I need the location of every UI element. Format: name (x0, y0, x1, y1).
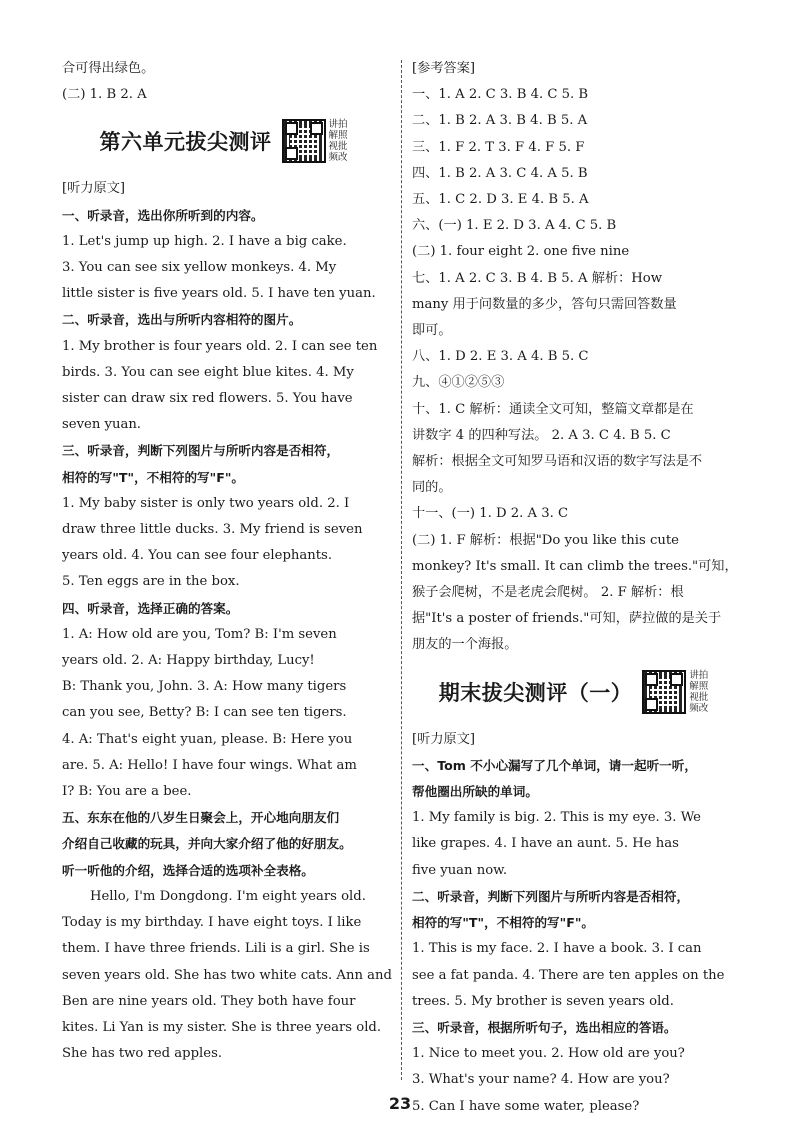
answer-key (412, 82, 742, 658)
text-line: 四、1. B 2. A 3. C 4. A 5. B (412, 165, 588, 181)
text-line: many 用于问数量的多少，答句只需回答数量 (412, 296, 677, 312)
text-line: B: Thank you, John. 3. A: How many tigers (62, 679, 347, 695)
text-line: Hello, I'm Dongdong. I'm eight years old. (90, 888, 366, 904)
text-line: 即可。 (412, 323, 452, 339)
qr-caption: 讲拍 解照 视批 频改 (689, 669, 709, 714)
question-heading: 三、听录音，判断下列图片与所听内容是否相符， (62, 443, 340, 459)
text-line: see a fat panda. 4. There are ten apples on the (412, 967, 725, 983)
text-line: 1. Nice to meet you. 2. How old are you? (412, 1046, 685, 1062)
text-line: monkey? It's small. It can climb the trees."可知， (412, 558, 738, 574)
text-line: Today is my birthday. I have eight toys. I like (62, 915, 362, 931)
section-title: 第六单元拔尖测评 (99, 130, 272, 155)
question-heading: 四、听录音，选择正确的答案。 (62, 600, 239, 616)
text-line: 4. A: That's eight yuan, please. B: Here you (62, 731, 353, 747)
text-line: 七、1. A 2. C 3. B 4. B 5. A 解析：How (412, 270, 663, 286)
text-line: are. 5. A: Hello! I have four wings. What am (62, 757, 357, 773)
question-heading: 五、东东在他的八岁生日聚会上，开心地向朋友们 (62, 810, 340, 826)
text-line: I? B: You are a bee. (62, 784, 192, 800)
text-line: 二、1. B 2. A 3. B 4. B 5. A (412, 113, 588, 129)
text-line: draw three little ducks. 3. My friend is seven (62, 522, 363, 538)
question-heading: 一、Tom 不小心漏写了几个单词，请一起听一听， (412, 757, 697, 773)
text-line: 同的。 (412, 480, 452, 496)
question-heading: 二、听录音，选出与所听内容相符的图片。 (62, 312, 302, 328)
question-heading: 介绍自己收藏的玩具，并向大家介绍了他的好朋友。 (62, 836, 352, 852)
text-line: trees. 5. My brother is seven years old. (412, 993, 674, 1009)
text-line: seven years old. She has two white cats. Ann and (62, 967, 392, 983)
text-line: (二) 1. F 解析：根据"Do you like this cute (412, 532, 679, 548)
text-line: 1. My family is big. 2. This is my eye. 3. We (412, 810, 701, 826)
text-line: 讲数字 4 的四种写法。 2. A 3. C 4. B 5. C (412, 427, 671, 443)
qr-code-icon (642, 670, 686, 714)
section-title: 期末拔尖测评（一） (438, 680, 633, 705)
text-line: seven yuan. (62, 417, 142, 433)
text-line: 1. A: How old are you, Tom? B: I'm seven (62, 626, 337, 642)
question-heading: 二、听录音，判断下列图片与所听内容是否相符， (412, 888, 690, 904)
text-line: 朋友的一个海报。 (412, 637, 518, 653)
text-line: birds. 3. You can see eight blue kites. 4. My (62, 364, 354, 380)
text-line: years old. 2. A: Happy birthday, Lucy! (62, 653, 315, 669)
text-line: 解析：根据全文可知罗马语和汉语的数字写法是不 (412, 454, 703, 470)
section-heading (62, 112, 392, 170)
question-heading: 相符的写"T"，不相符的写"F"。 (62, 469, 244, 485)
question-heading: 相符的写"T"，不相符的写"F"。 (412, 915, 594, 931)
text-line: can you see, Betty? B: I can see ten tigers. (62, 705, 347, 721)
listening-transcript (62, 203, 392, 1068)
right-column (412, 56, 742, 1120)
text-line: 合可得出绿色。 (62, 61, 155, 76)
text-line: 3. You can see six yellow monkeys. 4. My (62, 260, 337, 276)
text-line: 据"It's a poster of friends."可知，萨拉做的是关于 (412, 611, 722, 627)
qr-code (642, 670, 715, 714)
text-line: Ben are nine years old. They both have four (62, 993, 356, 1009)
text-line: She has two red apples. (62, 1046, 223, 1062)
text-line: them. I have three friends. Lili is a girl. She is (62, 941, 370, 957)
qr-code (282, 119, 355, 163)
page-number: 23 (388, 1094, 412, 1113)
text-line: 九、④①②⑤③ (412, 375, 505, 391)
text-line: 1. This is my face. 2. I have a book. 3. I can (412, 941, 702, 957)
text-line: 十、1. C 解析：通读全文可知，整篇文章都是在 (412, 401, 694, 417)
section-header: [听力原文] (62, 181, 126, 197)
text-line: 五、1. C 2. D 3. E 4. B 5. A (412, 192, 589, 208)
listening-transcript (412, 753, 742, 1120)
qr-caption: 讲拍 解照 视批 频改 (328, 119, 348, 164)
text-line: (二) 1. B 2. A (62, 87, 147, 103)
text-line: 三、1. F 2. T 3. F 4. F 5. F (412, 139, 585, 155)
qr-code-icon (282, 119, 326, 163)
question-heading: 听一听他的介绍，选择合适的选项补全表格。 (62, 862, 314, 878)
text-line: (二) 1. four eight 2. one five nine (412, 244, 630, 260)
text-line: 5. Ten eggs are in the box. (62, 574, 240, 590)
text-line: little sister is five years old. 5. I have ten yuan. (62, 286, 376, 302)
text-line: 猴子会爬树，不是老虎会爬树。 2. F 解析：根 (412, 585, 684, 601)
section-header: [参考答案] (412, 61, 476, 76)
text-line: 八、1. D 2. E 3. A 4. B 5. C (412, 349, 589, 365)
question-heading: 一、听录音，选出你所听到的内容。 (62, 207, 264, 223)
text-line: 5. Can I have some water, please? (412, 1098, 640, 1114)
text-line: years old. 4. You can see four elephants. (62, 548, 333, 564)
text-line: sister can draw six red flowers. 5. You have (62, 391, 353, 407)
text-line: 3. What's your name? 4. How are you? (412, 1072, 670, 1088)
left-column (62, 56, 392, 1067)
text-line: 十一、(一) 1. D 2. A 3. C (412, 506, 569, 522)
text-line: 1. My brother is four years old. 2. I can see ten (62, 338, 378, 354)
text-line: 1. Let's jump up high. 2. I have a big cake. (62, 233, 347, 249)
text-line: 1. My baby sister is only two years old. 2. I (62, 495, 350, 511)
text-line: 六、(一) 1. E 2. D 3. A 4. C 5. B (412, 218, 617, 234)
text-line: like grapes. 4. I have an aunt. 5. He has (412, 836, 679, 852)
text-line: 一、1. A 2. C 3. B 4. C 5. B (412, 87, 589, 103)
text-line: five yuan now. (412, 862, 508, 878)
text-line: kites. Li Yan is my sister. She is three years old. (62, 1019, 382, 1035)
section-header: [听力原文] (412, 731, 476, 747)
question-heading: 帮他圈出所缺的单词。 (412, 784, 538, 800)
column-divider (401, 60, 402, 1080)
section-heading (412, 663, 742, 721)
question-heading: 三、听录音，根据所听句子，选出相应的答语。 (412, 1019, 677, 1035)
